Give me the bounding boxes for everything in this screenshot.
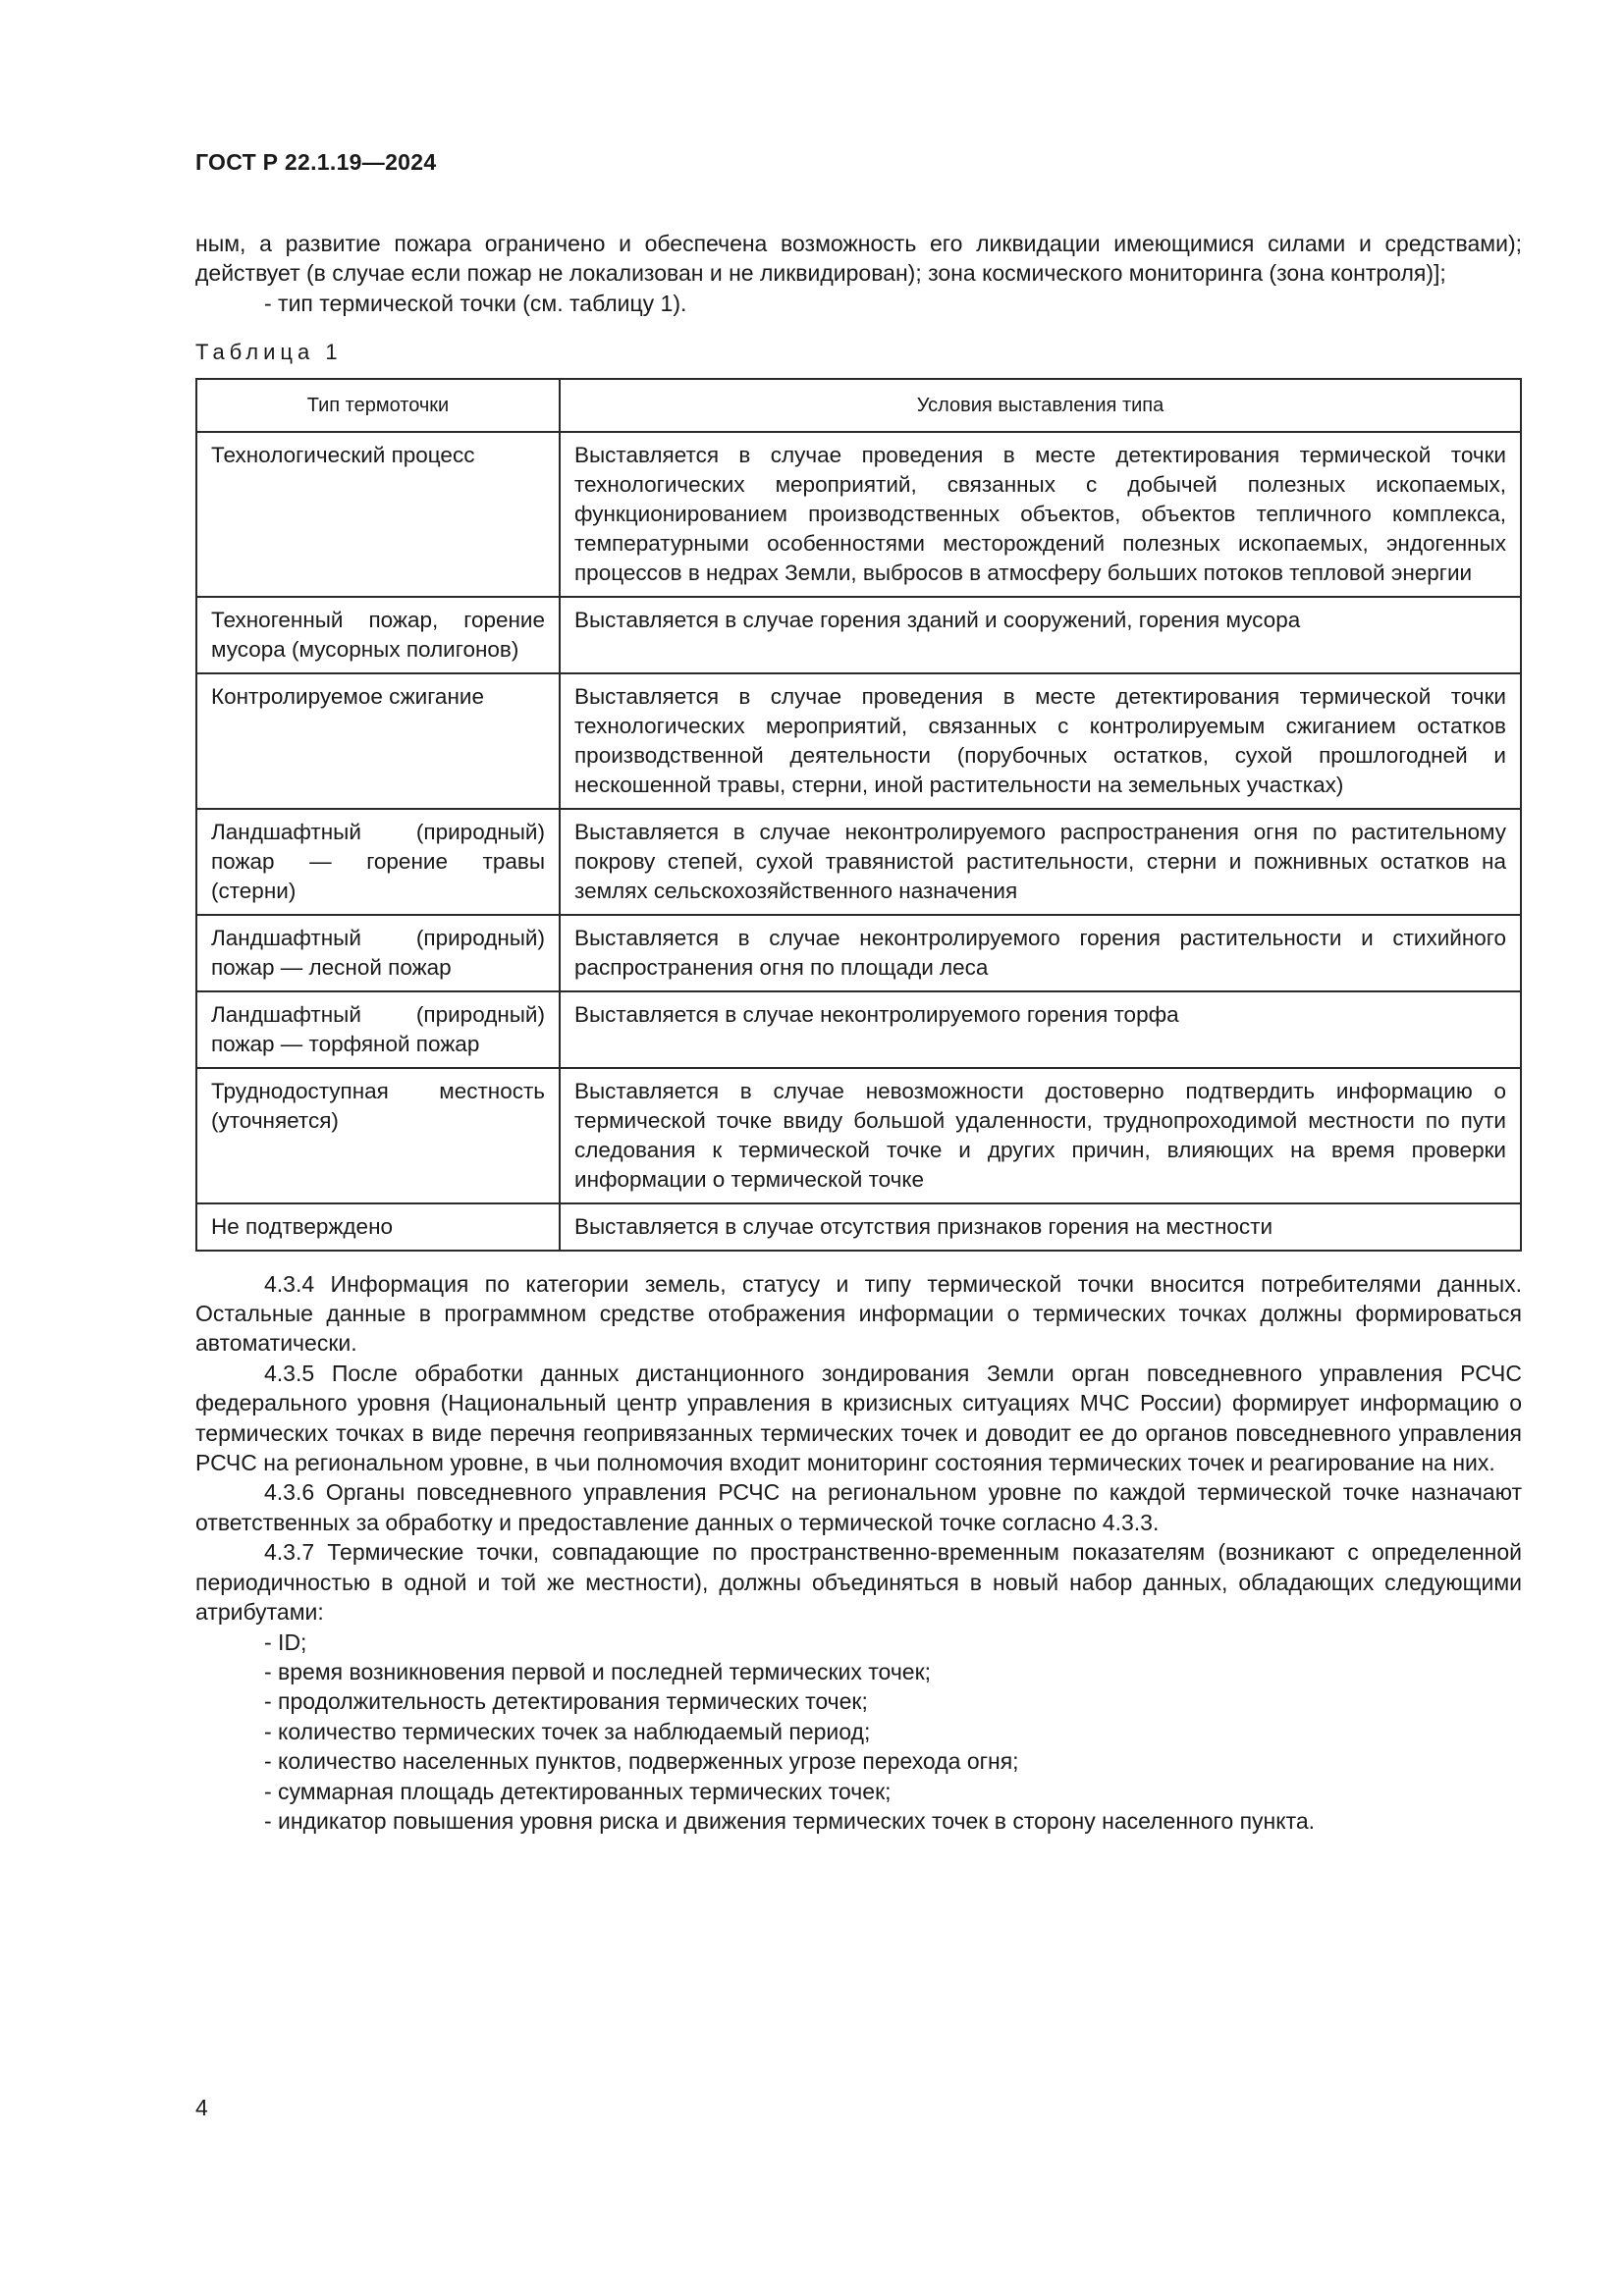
- table-header-condition: Условия выставления типа: [560, 379, 1521, 432]
- attribute-list-item: - количество населенных пунктов, подверженных угрозе перехода огня;: [264, 1748, 1019, 1775]
- paragraph-4-3-5: 4.3.5 После обработки данных дистанционного зондирования Земли орган повседневного управления РСЧС федерального уровня (Национальный центр управления в кризисных ситуациях МЧС России) формирует информацию о термических точках в виде перечня геопривязанных термических точек и доводит ее до органов повседневного управления РСЧС на региональном уровне, в чьи полномочия входит мониторинг состояния термических точек и реагирование на них.: [195, 1360, 1522, 1476]
- table-row: [196, 597, 1521, 673]
- attribute-list-item: - время возникновения первой и последней термических точек;: [264, 1658, 932, 1684]
- paragraph-4-3-4: 4.3.4 Информация по категории земель, статусу и типу термической точки вносится потребителями данных. Остальные данные в программном средстве отображения информации о термических точках должны формироваться автоматически.: [195, 1270, 1522, 1357]
- table-row: [196, 915, 1521, 991]
- attribute-list-item: - продолжительность детектирования термических точек;: [264, 1688, 868, 1715]
- table-header-row: [196, 379, 1521, 432]
- row-condition-cell: Выставляется в случае неконтролируемого горения торфа: [560, 991, 1521, 1068]
- row-condition-cell: Выставляется в случае неконтролируемого горения растительности и стихийного распространения огня по площади леса: [560, 915, 1521, 991]
- row-type-cell: Не подтверждено: [196, 1203, 560, 1251]
- attribute-list-item: - количество термических точек за наблюдаемый период;: [264, 1718, 871, 1744]
- thermal-point-types-table: [195, 378, 1522, 1252]
- page-body: [195, 229, 1522, 1836]
- table-row: [196, 1203, 1521, 1251]
- row-type-cell: Труднодоступная местность (уточняется): [196, 1068, 560, 1203]
- row-type-cell: Ландшафтный (природный) пожар — горение травы (стерни): [196, 809, 560, 915]
- attribute-list-item-last: - индикатор повышения уровня риска и движения термических точек в сторону населенного пункта.: [264, 1807, 1316, 1834]
- row-type-cell: Технологический процесс: [196, 432, 560, 597]
- intro-continuation: ным, а развитие пожара ограничено и обеспечена возможность его ликвидации имеющимися силами и средствами); действует (в случае если пожар не локализован и не ликвидирован); зона космического мониторинга (зона контроля)];: [195, 231, 1522, 287]
- table-row: [196, 991, 1521, 1068]
- row-condition-cell: Выставляется в случае горения зданий и сооружений, горения мусора: [560, 597, 1521, 673]
- attribute-list-item: - ID;: [264, 1629, 307, 1655]
- row-type-cell: Контролируемое сжигание: [196, 673, 560, 809]
- row-type-cell: Ландшафтный (природный) пожар — лесной пожар: [196, 915, 560, 991]
- table-row: [196, 1068, 1521, 1203]
- row-condition-cell: Выставляется в случае проведения в месте детектирования термической точки технологических мероприятий, связанных с контролируемым сжиганием остатков производственной деятельности (порубочных остатков, сухой прошлогодней и нескошенной травы, стерни, иной растительности на земельных участках): [560, 673, 1521, 809]
- page-number: 4: [195, 2095, 208, 2120]
- row-condition-cell: Выставляется в случае невозможности достоверно подтвердить информацию о термической точке ввиду большой удаленности, труднопроходимой местности по пути следования к термической точке и других причин, влияющих на время проверки информации о термической точке: [560, 1068, 1521, 1203]
- paragraph-4-3-7: 4.3.7 Термические точки, совпадающие по пространственно-временным показателям (возникают с определенной периодичностью в одной и той же местности), должны объединяться в новый набор данных, обладающих следующими атрибутами:: [195, 1539, 1522, 1626]
- row-type-cell: Ландшафтный (природный) пожар — торфяной пожар: [196, 991, 560, 1068]
- table-caption: Таблица 1: [195, 340, 343, 365]
- table-row: [196, 809, 1521, 915]
- row-type-cell: Техногенный пожар, горение мусора (мусорных полигонов): [196, 597, 560, 673]
- table-row: [196, 673, 1521, 809]
- row-condition-cell: Выставляется в случае неконтролируемого распространения огня по растительному покрову степей, сухой травянистой растительности, стерни и пожнивных остатков на землях сельскохозяйственного назначения: [560, 809, 1521, 915]
- intro-list-item: - тип термической точки (см. таблицу 1).: [264, 290, 687, 316]
- row-condition-cell: Выставляется в случае проведения в месте детектирования термической точки технологических мероприятий, связанных с добычей полезных ископаемых, функционированием производственных объектов, объектов тепличного комплекса, температурными особенностями месторождений полезных ископаемых, эндогенных процессов в недрах Земли, выбросов в атмосферу больших потоков тепловой энергии: [560, 432, 1521, 597]
- table-header-type: Тип термоточки: [196, 379, 560, 432]
- attribute-list-item: - суммарная площадь детектированных термических точек;: [264, 1778, 892, 1804]
- standard-code-header: ГОСТ Р 22.1.19—2024: [195, 149, 437, 175]
- paragraph-4-3-6: 4.3.6 Органы повседневного управления РСЧС на региональном уровне по каждой термической точке назначают ответственных за обработку и предоставление данных о термической точке согласно 4.3.3.: [195, 1479, 1522, 1535]
- table-row: [196, 432, 1521, 597]
- row-condition-cell: Выставляется в случае отсутствия признаков горения на местности: [560, 1203, 1521, 1251]
